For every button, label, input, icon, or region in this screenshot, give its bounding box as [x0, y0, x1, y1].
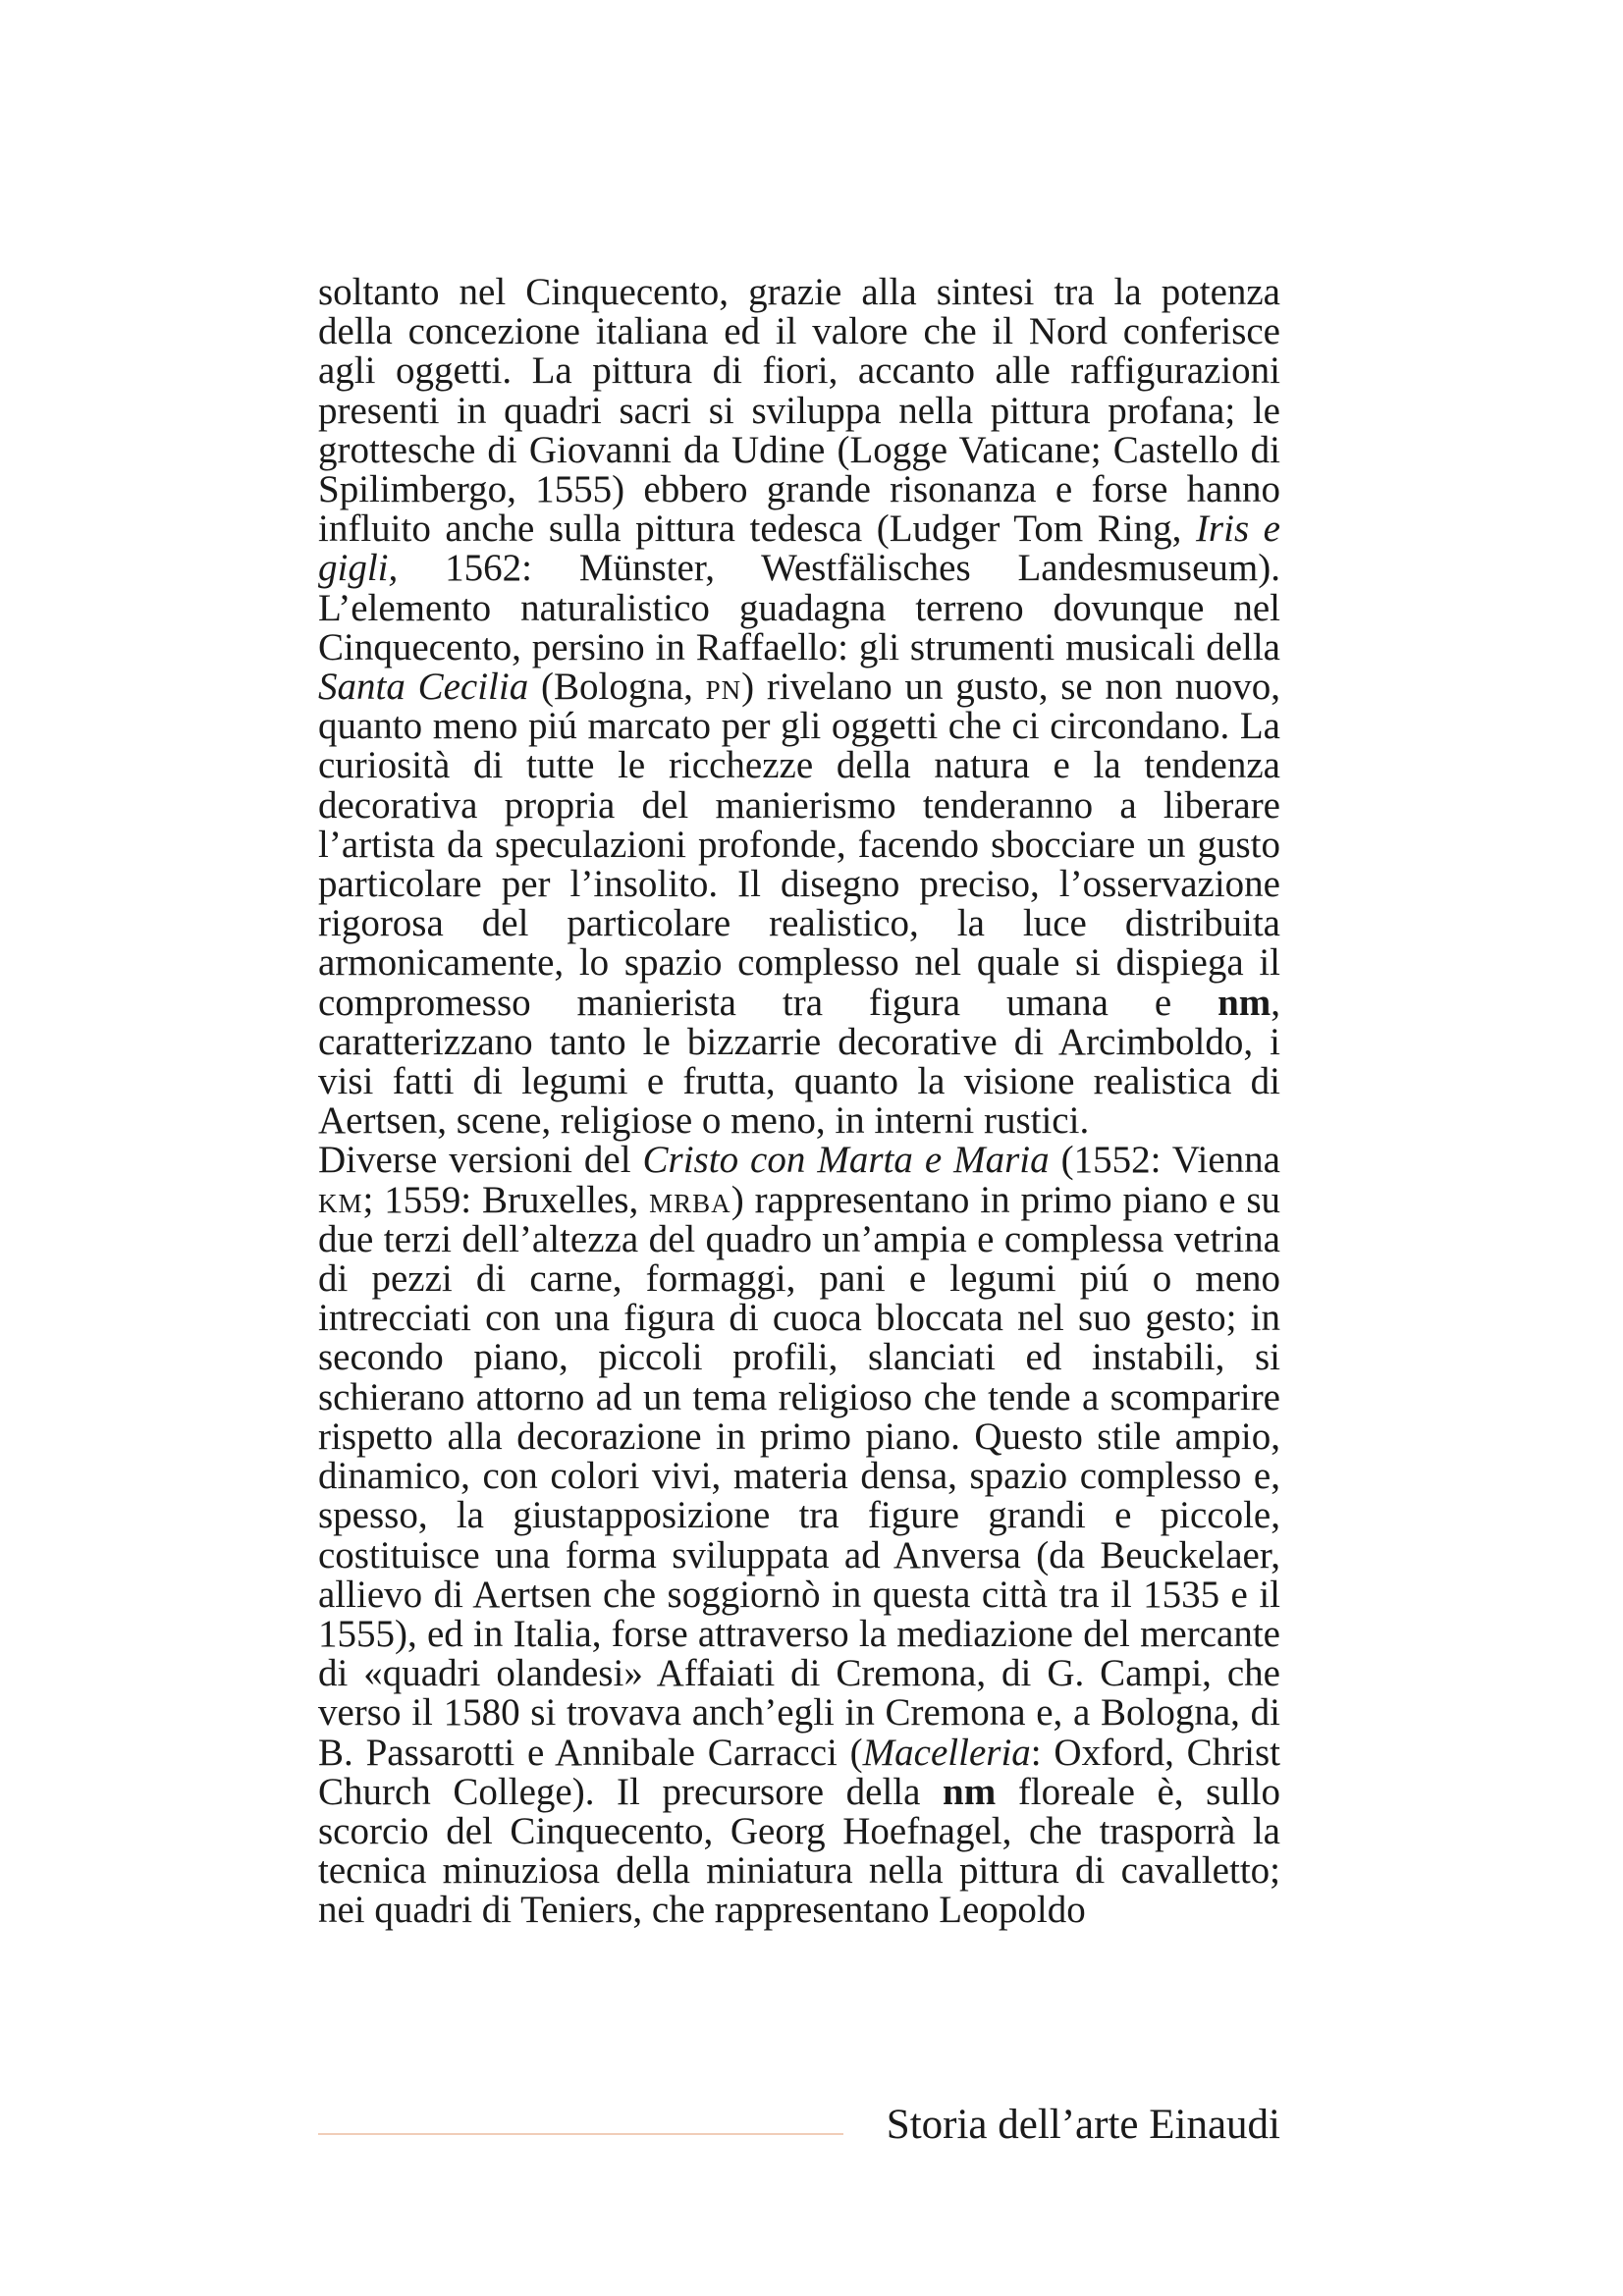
museum-abbreviation: pn: [705, 666, 742, 709]
paragraph: [318, 1141, 1280, 1930]
text-run: ; 1559: Bruxelles,: [362, 1178, 650, 1221]
paragraph: [318, 273, 1280, 1141]
text-run: floreale è, sullo scorcio del Cinquecento, Georg Hoefnagel, che trasporrà la tecnica minuziosa della miniatura nella pittura di cavalletto; nei quadri di Teniers, che rappresentano Leopoldo: [318, 1770, 1280, 1932]
text-run: ) rappresentano in primo piano e su due terzi dell’altezza del quadro un’ampia e complessa vetrina di pezzi di carne, formaggi, pani e legumi piú o meno intrecciati con una figura di cuoca bloccata nel suo gesto; in secondo piano, piccoli profili, slanciati ed instabili, si schierano attorno ad un tema religioso che tende a scomparire rispetto alla decorazione in primo piano. Questo stile ampio, dinamico, con colori vivi, materia densa, spazio complesso e, spesso, la giustapposizione tra figure grandi e piccole, costituisce una forma sviluppata ad Anversa (da Beuckelaer, allievo di Aertsen che soggiornò in questa città tra il 1535 e il 1555), ed in Italia, forse attraverso la mediazione del mercante di «quadri olandesi» Affaiati di Cremona, di G. Campi, che verso il 1580 si trovava anch’egli in Cremona e, a Bologna, di B. Passarotti e Annibale Carracci (: [318, 1178, 1281, 1774]
text-run: (Bologna,: [528, 666, 706, 709]
text-run: ) rivelano un gusto, se non nuovo, quanto meno piú marcato per gli oggetti che ci circondano. La curiosità di tutte le ricchezze della natura e la tendenza decorativa propria del manierismo tenderanno a liberare l’artista da speculazioni profonde, facendo sbocciare un gusto particolare per l’insolito. Il disegno preciso, l’osservazione rigorosa del particolare realistico, la luce distribuita armonicamente, lo spazio complesso nel quale si dispiega il compromesso manierista tra figura umana e: [318, 666, 1280, 1024]
museum-abbreviation: mrba: [649, 1178, 731, 1221]
artwork-title: Iris e gigli,: [318, 507, 1280, 590]
text-run: soltanto nel Cinquecento, grazie alla sintesi tra la potenza della concezione italiana ed il valore che il Nord conferisce agli oggetti. La pittura di fiori, accanto alle raffigurazioni presenti in quadri sacri si sviluppa nella pittura profana; le grottesche di Giovanni da Udine (Logge Vaticane; Castello di Spilimbergo, 1555) ebbero grande risonanza e forse hanno influito anche sulla pittura tedesca (Ludger Tom Ring,: [318, 271, 1280, 551]
artwork-title: Macelleria: [862, 1731, 1031, 1774]
text-run: Diverse versioni del: [318, 1139, 643, 1182]
body-text: [318, 273, 1280, 1931]
museum-abbreviation: km: [318, 1178, 363, 1221]
text-run: : Oxford, Christ Church College). Il precursore della: [318, 1731, 1280, 1813]
footer-rule: [318, 2133, 843, 2135]
artwork-title: Santa Cecilia: [318, 666, 529, 709]
footer-title: Storia dell’arte Einaudi: [886, 2102, 1280, 2148]
term-abbreviation: nm: [943, 1770, 997, 1813]
artwork-title: Cristo con Marta e Maria: [642, 1139, 1050, 1182]
text-run: (1552: Vienna: [1049, 1139, 1280, 1182]
text-run: , caratterizzano tanto le bizzarrie decorative di Arcimboldo, i visi fatti di legumi e frutta, quanto la visione realistica di Aertsen, scene, religiose o meno, in interni rustici.: [318, 981, 1280, 1143]
term-abbreviation: nm: [1217, 981, 1271, 1024]
text-run: 1562: Münster, Westfälisches Landesmuseum). L’elemento naturalistico guadagna terreno dovunque nel Cinquecento, persino in Raffaello: gli strumenti musicali della: [318, 547, 1280, 668]
page-footer: [318, 2101, 1280, 2160]
